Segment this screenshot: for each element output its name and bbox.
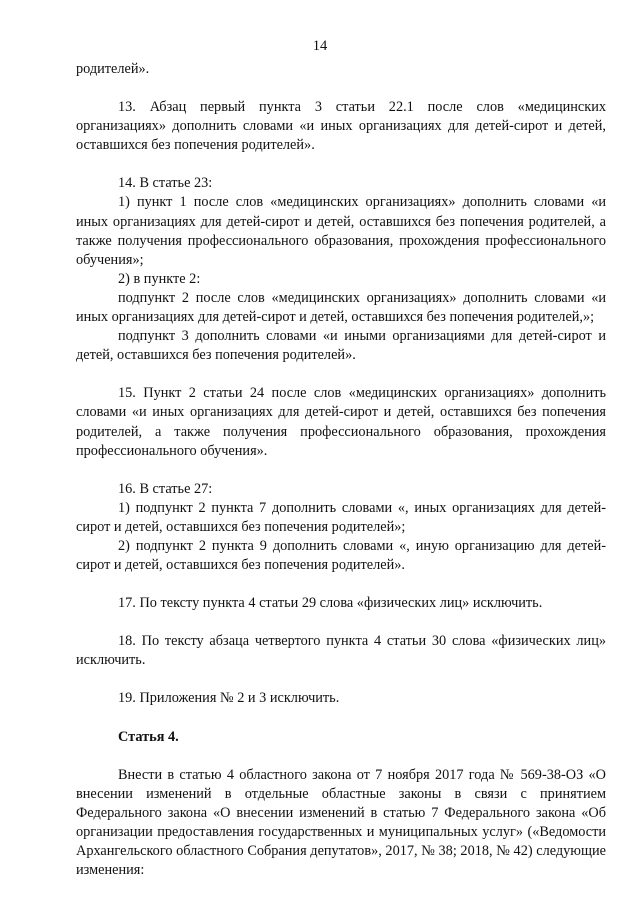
paragraph-item-17: 17. По тексту пункта 4 статьи 29 слова «физических лиц» исключить.	[118, 595, 543, 612]
paragraph-item-16-2: 2) подпункт 2 пункта 9 дополнить словами «, иную организацию для детей-сирот и детей, оставшихся без попечения родителей».	[76, 537, 606, 574]
paragraph-continuation: родителей».	[76, 61, 150, 77]
paragraph-item-16: 16. В статье 27:	[118, 480, 213, 497]
paragraph-item-14-2-sub3: подпункт 3 дополнить словами «и иными организациями для детей-сирот и детей, оставшихся без попечения родителей».	[76, 328, 606, 364]
paragraph-item-15: 15. Пункт 2 статьи 24 после слов «медицинских организациях» дополнить словами «и иных организациях для детей-сирот и детей, оставшихся без попечения родителей, а также получения профессионального образования, прохождения профессионального обучения».	[76, 385, 606, 459]
document-body	[76, 60, 606, 880]
paragraph-item-16-1: 1) подпункт 2 пункта 7 дополнить словами «, иных организациях для детей-сирот и детей, оставшихся без попечения родителей»;	[76, 499, 606, 535]
paragraph-item-14-1: 1) пункт 1 после слов «медицинских организациях» дополнить словами «и иных организациях для детей-сирот и детей, оставшихся без попечения родителей, а также получения профессионального образования, прохождения профессионального обучения»;	[76, 194, 606, 268]
article-heading: Статья 4.	[118, 728, 179, 745]
page-number: 14	[312, 38, 328, 54]
paragraph-item-14-2: 2) в пункте 2:	[118, 270, 201, 287]
paragraph-item-19: 19. Приложения № 2 и 3 исключить.	[118, 690, 340, 707]
paragraph-article-4: Внести в статью 4 областного закона от 7 ноября 2017 года № 569-38-ОЗ «О внесении изменений в отдельные областные законы в связи с принятием Федерального закона «О внесении изменений в статью 7 Федерального закона «Об организации предоставления государственных и муниципальных услуг» («Ведомости Архангельского областного Собрания депутатов», 2017, № 38; 2018, № 42) следующие изменения:	[76, 766, 606, 879]
paragraph-item-18: 18. По тексту абзаца четвертого пункта 4 статьи 30 слова «физических лиц» исключить.	[76, 633, 606, 669]
paragraph-item-14-2-sub2: подпункт 2 после слов «медицинских организациях» дополнить словами «и иных организациях для детей-сирот и детей, оставшихся без попечения родителей,»;	[76, 289, 606, 326]
paragraph-item-14: 14. В статье 23:	[118, 175, 213, 192]
paragraph-item-13: 13. Абзац первый пункта 3 статьи 22.1 после слов «медицинских организациях» дополнить словами «и иных организациях для детей-сирот и детей, оставшихся без попечения родителей».	[76, 99, 606, 154]
